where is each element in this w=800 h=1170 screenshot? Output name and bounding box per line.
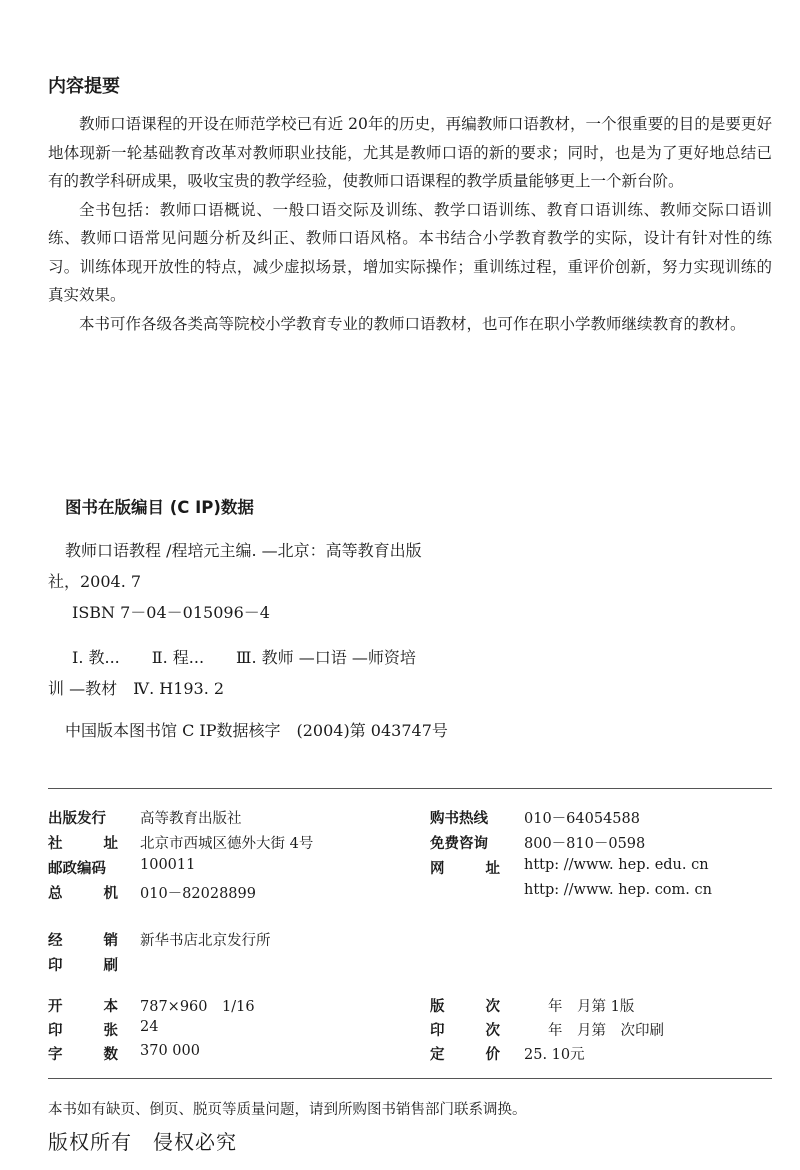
summary-paragraph: 全书包括：教师口语概说、一般口语交际及训练、教学口语训练、教育口语训练、教师交际口语训练、教师口语常见问题分析及纠正、教师口语风格。本书结合小学教育教学的实际，设计有针对性的练习。训练体现开放性的特点，减少虚拟场景，增加实际操作；重训练过程，重评价创新，努力实现训练的真实效果。 xyxy=(48,200,772,304)
cip-subject-line: Ⅰ. 教... Ⅱ. 程... Ⅲ. 教师 —口语 —师资培 xyxy=(72,648,416,667)
summary-body xyxy=(48,110,772,338)
website-value-com: http: //www. hep. com. cn xyxy=(524,882,712,898)
cip-heading: 图书在版编目 (C IP)数据 xyxy=(65,498,254,517)
postcode-value: 100011 xyxy=(140,857,196,873)
cip-title-line: 教师口语教程 /程培元主编. —北京：高等教育出版 xyxy=(65,541,422,560)
price-value: 25. 10元 xyxy=(524,1047,585,1063)
quality-notice: 本书如有缺页、倒页、脱页等质量问题，请到所购图书销售部门联系调换。 xyxy=(48,1102,527,1118)
address-value: 北京市西城区德外大街 4号 xyxy=(140,836,314,852)
address-label: 社 址 xyxy=(48,836,118,852)
website-value-edu: http: //www. hep. edu. cn xyxy=(524,857,709,873)
format-value: 787×960 1/16 xyxy=(140,999,255,1015)
website-label: 网 址 xyxy=(430,861,500,877)
sheets-value: 24 xyxy=(140,1019,159,1035)
summary-paragraph: 本书可作各级各类高等院校小学教育专业的教师口语教材，也可作在职小学教师继续教育的教材。 xyxy=(79,314,746,333)
copyright-notice: 版权所有 侵权必究 xyxy=(48,1130,237,1154)
words-value: 370 000 xyxy=(140,1043,200,1059)
edition-label: 版 次 xyxy=(430,999,500,1015)
printing-label: 印 次 xyxy=(430,1023,500,1039)
format-label: 开 本 xyxy=(48,999,118,1015)
switchboard-label: 总 机 xyxy=(48,886,118,902)
sheets-label: 印 张 xyxy=(48,1023,118,1039)
divider-bottom xyxy=(48,1078,772,1079)
printing-value: 年 月第 次印刷 xyxy=(548,1023,664,1039)
cip-isbn-line: ISBN 7－04－015096－4 xyxy=(72,603,270,622)
cip-record-number: 中国版本图书馆 C IP数据核字 (2004)第 043747号 xyxy=(65,721,448,740)
postcode-label: 邮政编码 xyxy=(48,861,106,877)
hotline-value: 010－64054588 xyxy=(524,811,640,827)
consult-label: 免费咨询 xyxy=(430,836,488,852)
summary-heading: 内容提要 xyxy=(48,76,120,97)
edition-value: 年 月第 1版 xyxy=(548,999,635,1015)
words-label: 字 数 xyxy=(48,1047,118,1063)
price-label: 定 价 xyxy=(430,1047,500,1063)
cip-publisher-line: 社，2004. 7 xyxy=(48,572,142,591)
cip-subject-line-continued: 训 —教材 Ⅳ. H193. 2 xyxy=(48,679,225,698)
printer-label: 印 刷 xyxy=(48,958,118,974)
distributor-value: 新华书店北京发行所 xyxy=(140,933,271,949)
hotline-label: 购书热线 xyxy=(430,811,488,827)
switchboard-value: 010－82028899 xyxy=(140,886,256,902)
publisher-value: 高等教育出版社 xyxy=(140,811,242,827)
distributor-label: 经 销 xyxy=(48,933,118,949)
consult-value: 800－810－0598 xyxy=(524,836,646,852)
divider-top xyxy=(48,788,772,789)
summary-paragraph: 教师口语课程的开设在师范学校已有近 20年的历史，再编教师口语教材，一个很重要的目的是要更好地体现新一轮基础教育改革对教师职业技能，尤其是教师口语的新的要求；同时，也是为了更好地总结已有的教学科研成果，吸收宝贵的教学经验，使教师口语课程的教学质量能够更上一个新台阶。 xyxy=(48,115,772,190)
publisher-label: 出版发行 xyxy=(48,811,106,827)
